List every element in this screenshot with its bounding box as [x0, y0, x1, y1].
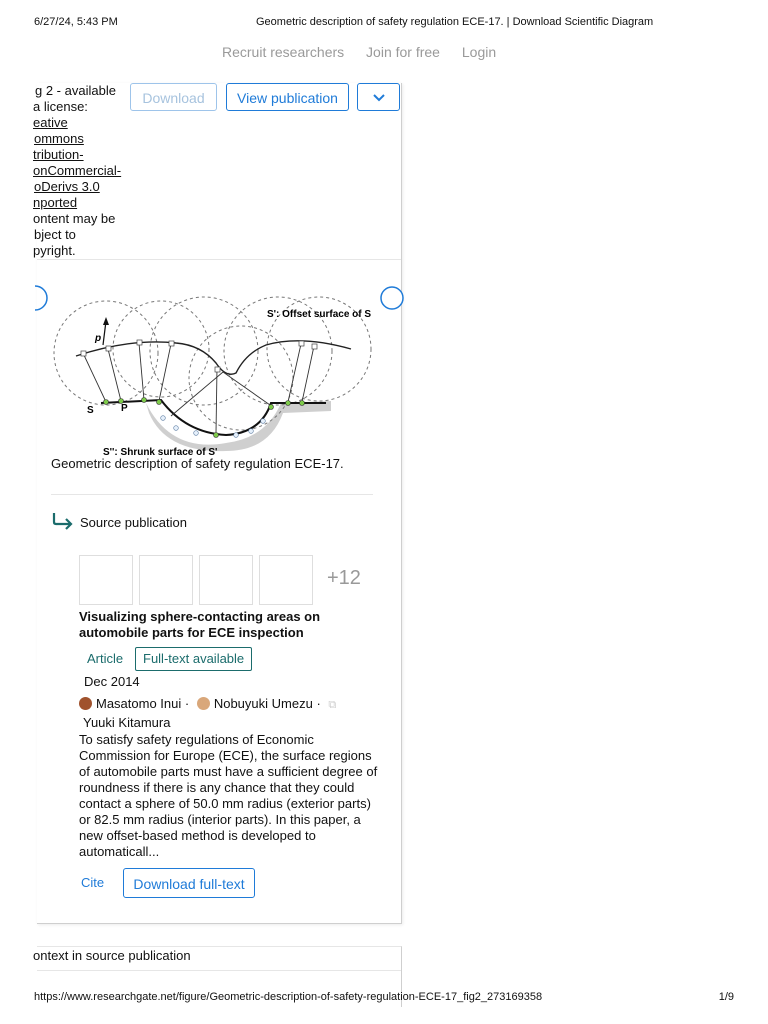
article-type-label: Article [87, 651, 124, 666]
chevron-down-icon [372, 93, 386, 103]
figure-diagram [51, 283, 381, 459]
license-link-line: onCommercial- [33, 163, 122, 178]
author[interactable]: Nobuyuki Umezu [197, 696, 313, 711]
page-thumbnail[interactable] [79, 555, 133, 605]
figure-caption: Geometric description of safety regulation ECE-17. [51, 456, 344, 471]
page-thumbnail[interactable] [259, 555, 313, 605]
more-pages-count[interactable]: +12 [327, 567, 361, 589]
label-p: p [95, 333, 102, 344]
label-s: S [87, 405, 94, 416]
source-publication-label: Source publication [80, 515, 187, 530]
cite-link[interactable]: Cite [81, 875, 105, 890]
top-nav [222, 44, 514, 60]
license-link[interactable] [33, 115, 125, 211]
context-heading: ontext in source publication [33, 948, 191, 963]
avatar [197, 697, 210, 710]
license-line: g 2 - available [35, 83, 116, 98]
publication-abstract: To satisfy safety regulations of Economic Commission for Europe (ECE), the surface regions of automobile parts must have a sufficient degree of roundness if there is any chance that they could contact a sphere of 50.0 mm radius (exterior parts) or 82.5 mm radius (interior parts). In this paper, a new offset-based method is developed to automaticall... [79, 732, 378, 859]
source-arrow-icon [51, 511, 75, 529]
divider [37, 970, 401, 971]
label-offset-surface: S': Offset surface of S [267, 309, 372, 320]
shrunk-region [146, 401, 331, 451]
arrow-head-icon [103, 317, 109, 325]
publication-title[interactable]: Visualizing sphere-contacting areas on automobile parts for ECE inspection [79, 609, 321, 640]
recruit-researchers-link[interactable]: Recruit researchers [222, 44, 345, 60]
avatar [79, 697, 92, 710]
divider [37, 259, 401, 260]
license-line: a license: [33, 99, 88, 114]
license-link-line: nported [33, 195, 78, 210]
label-p-point: P [121, 403, 128, 414]
view-publication-button[interactable]: View publication [226, 83, 349, 111]
next-figure-icon[interactable] [379, 285, 405, 311]
label-shrunk-surface: S'': Shrunk surface of S' [103, 447, 218, 458]
page-thumbnail[interactable] [199, 555, 253, 605]
author-list: Masatomo Inui · Nobuyuki Umezu · ⧉ Yuuki Kitamura [79, 695, 379, 732]
prev-figure-icon[interactable] [33, 285, 43, 311]
join-for-free-link[interactable]: Join for free [366, 44, 440, 60]
share-icon: ⧉ [328, 699, 337, 711]
download-button[interactable]: Download [130, 83, 217, 111]
publication-date: Dec 2014 [84, 674, 140, 689]
license-line: ontent may be [33, 211, 116, 226]
page-thumbnail[interactable] [139, 555, 193, 605]
print-footer [34, 991, 734, 1005]
license-line: pyright. [33, 243, 76, 258]
print-datetime: 6/27/24, 5:43 PM [34, 16, 118, 28]
license-link-line: tribution- [33, 147, 84, 162]
license-link-line: oDerivs 3.0 [34, 179, 100, 194]
license-link-line: eative [33, 115, 68, 130]
print-page-number: 1/9 [718, 991, 734, 1003]
login-link[interactable]: Login [461, 44, 497, 60]
print-url: https://www.researchgate.net/figure/Geometric-description-of-safety-regulation-ECE-17_fig2_273169358 [34, 991, 543, 1003]
more-options-button[interactable] [357, 83, 400, 111]
offset-curve [76, 341, 351, 374]
figure-card [33, 83, 402, 924]
print-header [34, 16, 734, 30]
license-info [33, 83, 125, 259]
author[interactable]: Yuuki Kitamura [83, 715, 171, 730]
license-link-line: ommons [34, 131, 84, 146]
license-line: bject to [34, 227, 76, 242]
divider [51, 494, 373, 495]
fulltext-badge: Full-text available [135, 647, 252, 671]
print-page-title: Geometric description of safety regulation ECE-17. | Download Scientific Diagram [256, 16, 654, 28]
download-fulltext-button[interactable]: Download full-text [123, 868, 255, 898]
author[interactable]: Masatomo Inui [79, 696, 181, 711]
